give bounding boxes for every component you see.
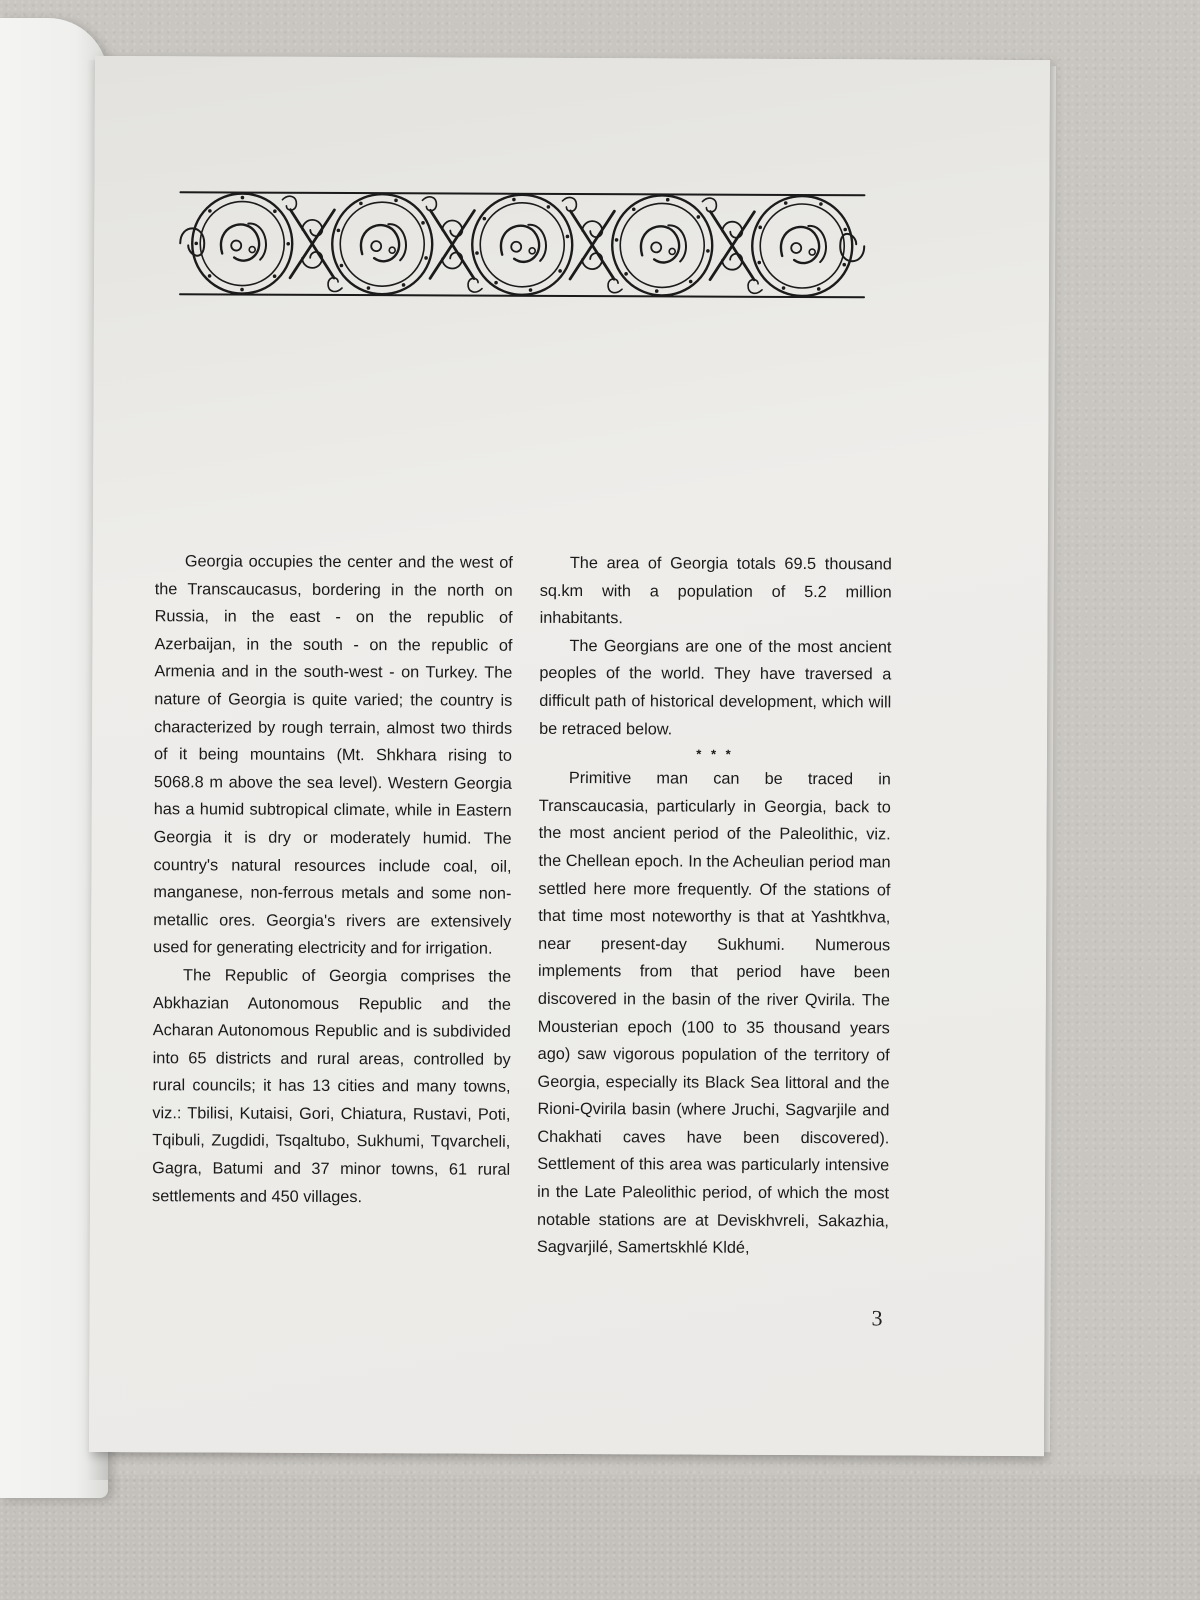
section-separator: * * * <box>696 746 734 762</box>
page-number: 3 <box>871 1305 883 1331</box>
book-page <box>89 56 1050 1456</box>
paragraph-georgians: The Georgians are one of the most ancient peoples of the world. They have traversed a difficult path of historical development, which will be retraced below. <box>539 636 892 739</box>
page-edge <box>1044 66 1056 1452</box>
paragraph-republic: The Republic of Georgia comprises the Abkhazian Autonomous Republic and the Acharan Autonomous Republic and is subdivided into 65 districts and rural areas, controlled by rural councils; it has 13 cities and many towns, viz.: Tbilisi, Kutaisi, Gori, Chiatura, Rustavi, Poti, Tqibuli, Zugdidi, Tsqaltubo, Sukhumi, Tqvarcheli, Gagra, Batumi and 37 minor towns, 61 rural settlements and 450 villages. <box>152 966 512 1206</box>
paragraph-area: The area of Georgia totals 69.5 thousand sq.km with a population of 5.2 million inhabitants. <box>539 553 892 628</box>
left-text-column <box>152 548 513 1212</box>
georgian-scroll-ornament-icon <box>172 184 873 305</box>
paragraph-primitive-man: Primitive man can be traced in Transcaucasia, particularly in Georgia, back to the most ancient period of the Paleolithic, viz. the Chellean epoch. In the Acheulian period man settled here more frequently. Of the stations of that time most noteworthy is that at Yashtkhva, near present-day Sukhumi. Numerous implements from that period have been discovered in the basin of the river Qvirila. The Mousterian epoch (100 to 35 thousand years ago) saw vigorous population of the territory of Georgia, especially its Black Sea littoral and the Rioni-Qvirila basin (where Jruchi, Sagvarjile and Chakhati caves have been discovered). Settlement of this area was particularly intensive in the Late Paleolithic period, of which the most notable stations are at Deviskhvreli, Sakazhia, Sagvarjilé, Samertskhlé Kldé, <box>536 769 891 1258</box>
carpet-background <box>0 1475 1200 1600</box>
right-text-column <box>537 550 892 1263</box>
paragraph-geography: Georgia occupies the center and the west of the Transcaucasus, bordering in the north on Russia, in the east - on the republic of Azerbaijan, in the south - on the republic of Armenia and in the south-west - on Turkey. The nature of Georgia is quite varied; the country is characterized by rough terrain, almost two thirds of it being mountains (Mt. Shkhara rising to 5068.8 m above the sea level). Western Georgia has a humid subtropical climate, while in Eastern Georgia it is dry or moderately humid. The country's natural resources include coal, oil, manganese, non-ferrous metals and some non-metallic ores. Georgia's rivers are extensively used for generating electricity and for irrigation. <box>153 552 513 958</box>
